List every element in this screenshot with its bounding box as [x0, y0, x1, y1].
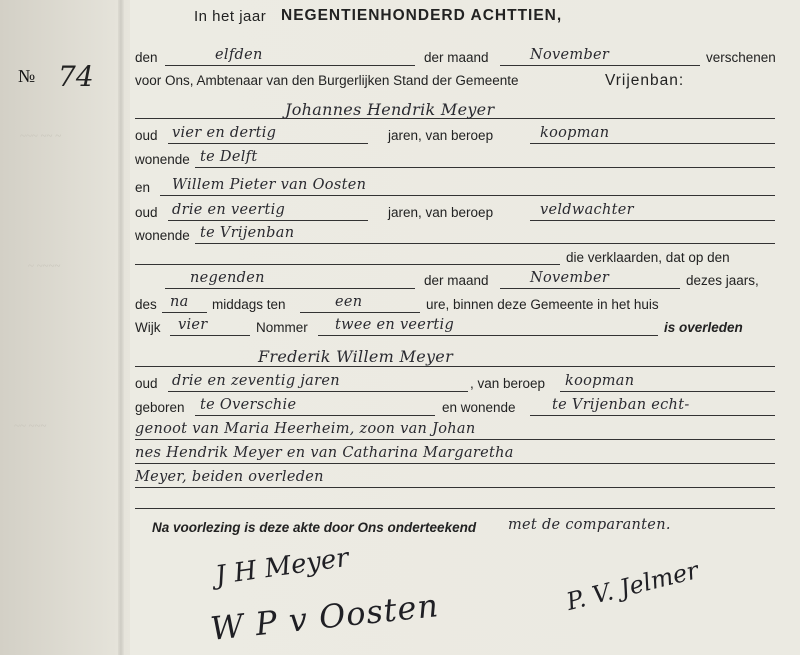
hw-comparant2-occupation: veldwachter [540, 202, 634, 218]
fill-line [168, 391, 468, 392]
label-dezes-jaars: dezes jaars, [686, 273, 759, 288]
hw-closing: met de comparanten. [508, 517, 671, 533]
label-middags-ten: middags ten [212, 297, 286, 312]
signature-1: J H Meyer [213, 542, 351, 592]
label-oud: oud [135, 128, 158, 143]
hw-deceased-line3: Meyer, beiden overleden [135, 469, 324, 485]
fill-line [170, 335, 250, 336]
hw-deceased-line1: genoot van Maria Heerheim, zoon van Johan [135, 421, 476, 437]
fill-line [135, 508, 775, 509]
hw-death-day: negenden [190, 270, 265, 286]
label-des: des [135, 297, 157, 312]
label-ure: ure, binnen deze Gemeente in het huis [426, 297, 659, 312]
fill-line [318, 335, 658, 336]
fill-line [168, 220, 368, 221]
label-wijk: Wijk [135, 320, 161, 335]
fill-line [560, 391, 775, 392]
hw-deceased-occupation: koopman [565, 373, 635, 389]
fill-line [195, 243, 775, 244]
label-wonende: wonende [135, 228, 190, 243]
label-der-maand: der maand [424, 50, 489, 65]
label-jaren-beroep: jaren, van beroep [388, 128, 494, 143]
fill-line [162, 312, 207, 313]
fill-line [135, 439, 775, 440]
label-oud: oud [135, 376, 158, 391]
hw-time-of-day: na [170, 294, 189, 310]
record-number-value: 74 [58, 60, 94, 93]
fill-line [530, 220, 775, 221]
hw-deceased-birthplace: te Overschie [200, 397, 297, 413]
label-overleden: is overleden [664, 320, 743, 335]
label-gemeente: Vrijenban: [605, 72, 685, 89]
fill-line [300, 312, 420, 313]
hw-comparant2-name: Willem Pieter van Oosten [172, 177, 367, 193]
fill-line [135, 366, 775, 367]
hw-comparant1-name: Johannes Hendrik Meyer [285, 100, 495, 119]
hw-comparant2-residence: te Vrijenban [200, 225, 295, 241]
fill-line [135, 264, 560, 265]
hw-deceased-name: Frederik Willem Meyer [258, 347, 454, 366]
bleed-through-mark: ~~~ ~~ ~ [20, 130, 62, 142]
signature-2: W P v Oosten [208, 586, 441, 648]
record-number-label: № [18, 66, 36, 86]
label-verschenen: verschenen [706, 50, 776, 65]
fill-line [500, 65, 700, 66]
hw-deceased-residence: te Vrijenban echt- [552, 397, 690, 413]
hw-wijk: vier [178, 317, 208, 333]
fill-line [195, 167, 775, 168]
hw-nommer: twee en veertig [335, 317, 455, 333]
hw-comparant1-residence: te Delft [200, 149, 258, 165]
page-fold [118, 0, 124, 655]
hw-comparant2-age: drie en veertig [172, 202, 286, 218]
label-jaren-beroep: jaren, van beroep [388, 205, 494, 220]
hw-day: elfden [215, 47, 263, 63]
fill-line [135, 463, 775, 464]
label-nommer: Nommer [256, 320, 308, 335]
fill-line [530, 143, 775, 144]
label-verklaarden: die verklaarden, dat op den [566, 250, 730, 265]
fill-line [530, 415, 775, 416]
label-geboren: geboren [135, 400, 185, 415]
hw-month: November [530, 47, 610, 63]
header-year: NEGENTIENHONDERD ACHTTIEN, [281, 7, 563, 24]
hw-deceased-age: drie en zeventig jaren [172, 373, 340, 389]
label-wonende: wonende [135, 152, 190, 167]
bleed-through-mark: ~~ ~~~ [14, 420, 47, 432]
label-den: den [135, 50, 158, 65]
hw-hour: een [335, 294, 363, 310]
fill-line [135, 487, 775, 488]
label-na-voorlezing: Na voorlezing is deze akte door Ons onderteekend [152, 520, 477, 535]
hw-comparant1-occupation: koopman [540, 125, 610, 141]
label-en-wonende: en wonende [442, 400, 516, 415]
header-prefix: In het jaar [194, 8, 267, 25]
fill-line [165, 65, 415, 66]
label-voor-ons: voor Ons, Ambtenaar van den Burgerlijken Stand der Gemeente [135, 73, 519, 88]
hw-comparant1-age: vier en dertig [172, 125, 277, 141]
fill-line [500, 288, 680, 289]
label-en: en [135, 180, 151, 195]
hw-death-month: November [530, 270, 610, 286]
fill-line [168, 143, 368, 144]
page-margin [0, 0, 130, 655]
fill-line [165, 288, 415, 289]
fill-line [160, 195, 775, 196]
label-oud: oud [135, 205, 158, 220]
label-der-maand: der maand [424, 273, 489, 288]
signature-3: P. V. Jelmer [563, 556, 702, 616]
hw-deceased-line2: nes Hendrik Meyer en van Catharina Margaretha [135, 445, 514, 461]
fill-line [195, 415, 435, 416]
label-van-beroep: , van beroep [470, 376, 546, 391]
bleed-through-mark: ~ ~~~~ [28, 260, 61, 272]
